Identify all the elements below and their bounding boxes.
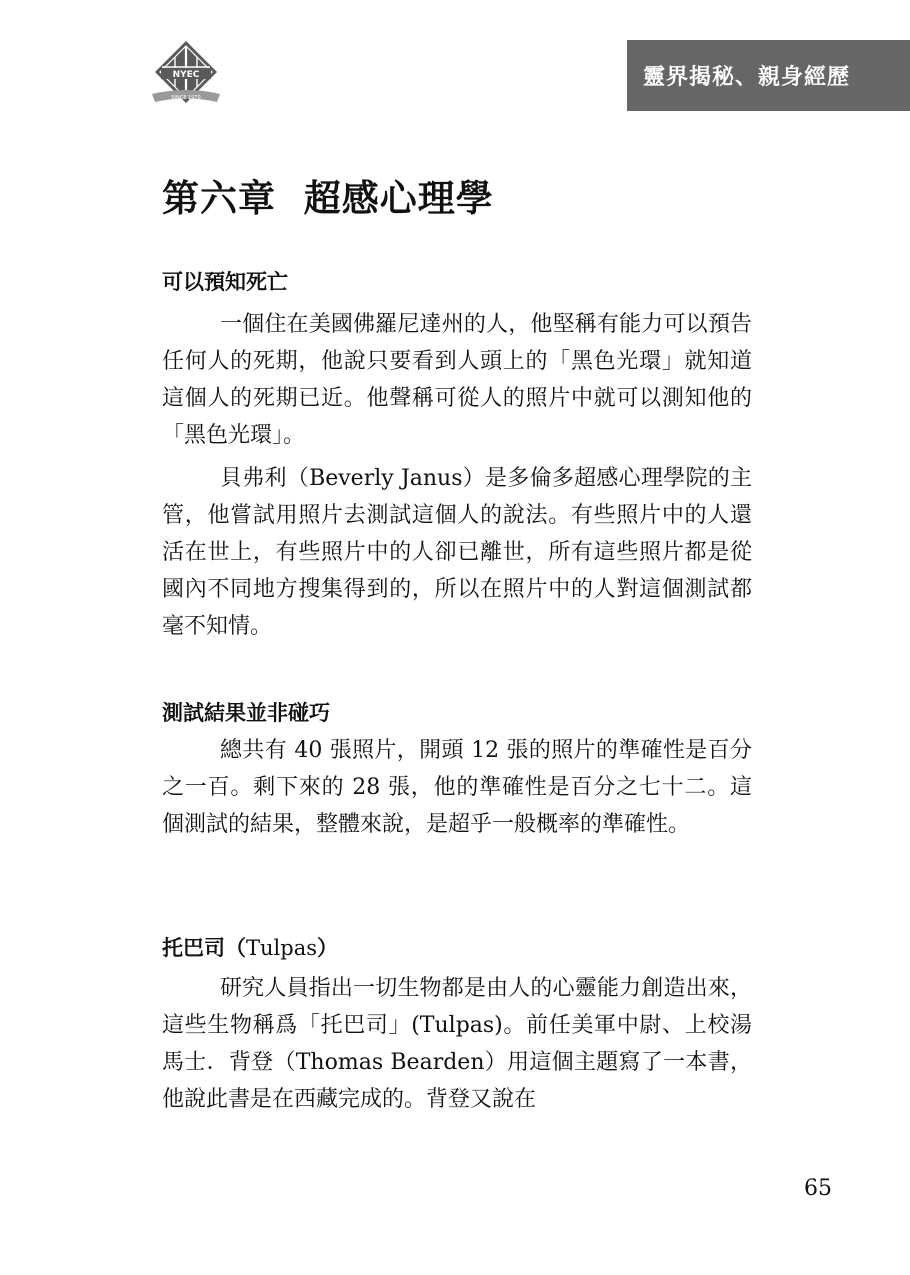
section-heading-3-main: 托巴司（ [162, 936, 246, 960]
section-header-tab: 靈界揭秘、親身經歷 [627, 40, 910, 111]
chapter-title: 第六章 超感心理學 [162, 177, 494, 220]
logo-letters: NYEC [172, 70, 200, 80]
section-heading-3 [162, 932, 338, 962]
paragraph-3-1: 研究人員指出一切生物都是由人的心靈能力創造出來，這些生物稱爲「托巴司」(Tulpas)。前任美軍中尉、上校湯馬士．背登（Thomas Bearden）用這個主題寫了一本書，他說此書是在西藏完成的。背登又說在 [162, 976, 752, 1112]
page-number: 65 [804, 1176, 832, 1201]
logo-ribbon-text: SINCE 1970 [171, 95, 201, 101]
nyec-logo [148, 38, 224, 114]
section-heading-1: 可以預知死亡 [162, 270, 288, 294]
paragraph-1-2: 貝弗利（Beverly Janus）是多倫多超感心理學院的主管，他嘗試用照片去測試這個人的說法。有些照片中的人還活在世上，有些照片中的人卻已離世，所有這些照片都是從國內不同地方搜集得到的，所以在照片中的人對這個測試都毫不知情。 [162, 466, 752, 639]
section-heading-3-end: ） [317, 936, 338, 960]
paragraph-1-1: 一個住在美國佛羅尼達州的人，他堅稱有能力可以預告任何人的死期，他說只要看到人頭上的「黑色光環」就知道這個人的死期已近。他聲稱可從人的照片中就可以測知他的「黑色光環」。 [162, 312, 752, 448]
section-heading-2: 測試結果並非碰巧 [162, 701, 330, 725]
paragraph-2-1: 總共有 40 張照片，開頭 12 張的照片的準確性是百分之一百。剩下來的 28 張，他的準確性是百分之七十二。這個測試的結果，整體來說，是超乎一般概率的準確性。 [162, 738, 752, 837]
section-heading-3-latin: Tulpas [246, 936, 317, 960]
